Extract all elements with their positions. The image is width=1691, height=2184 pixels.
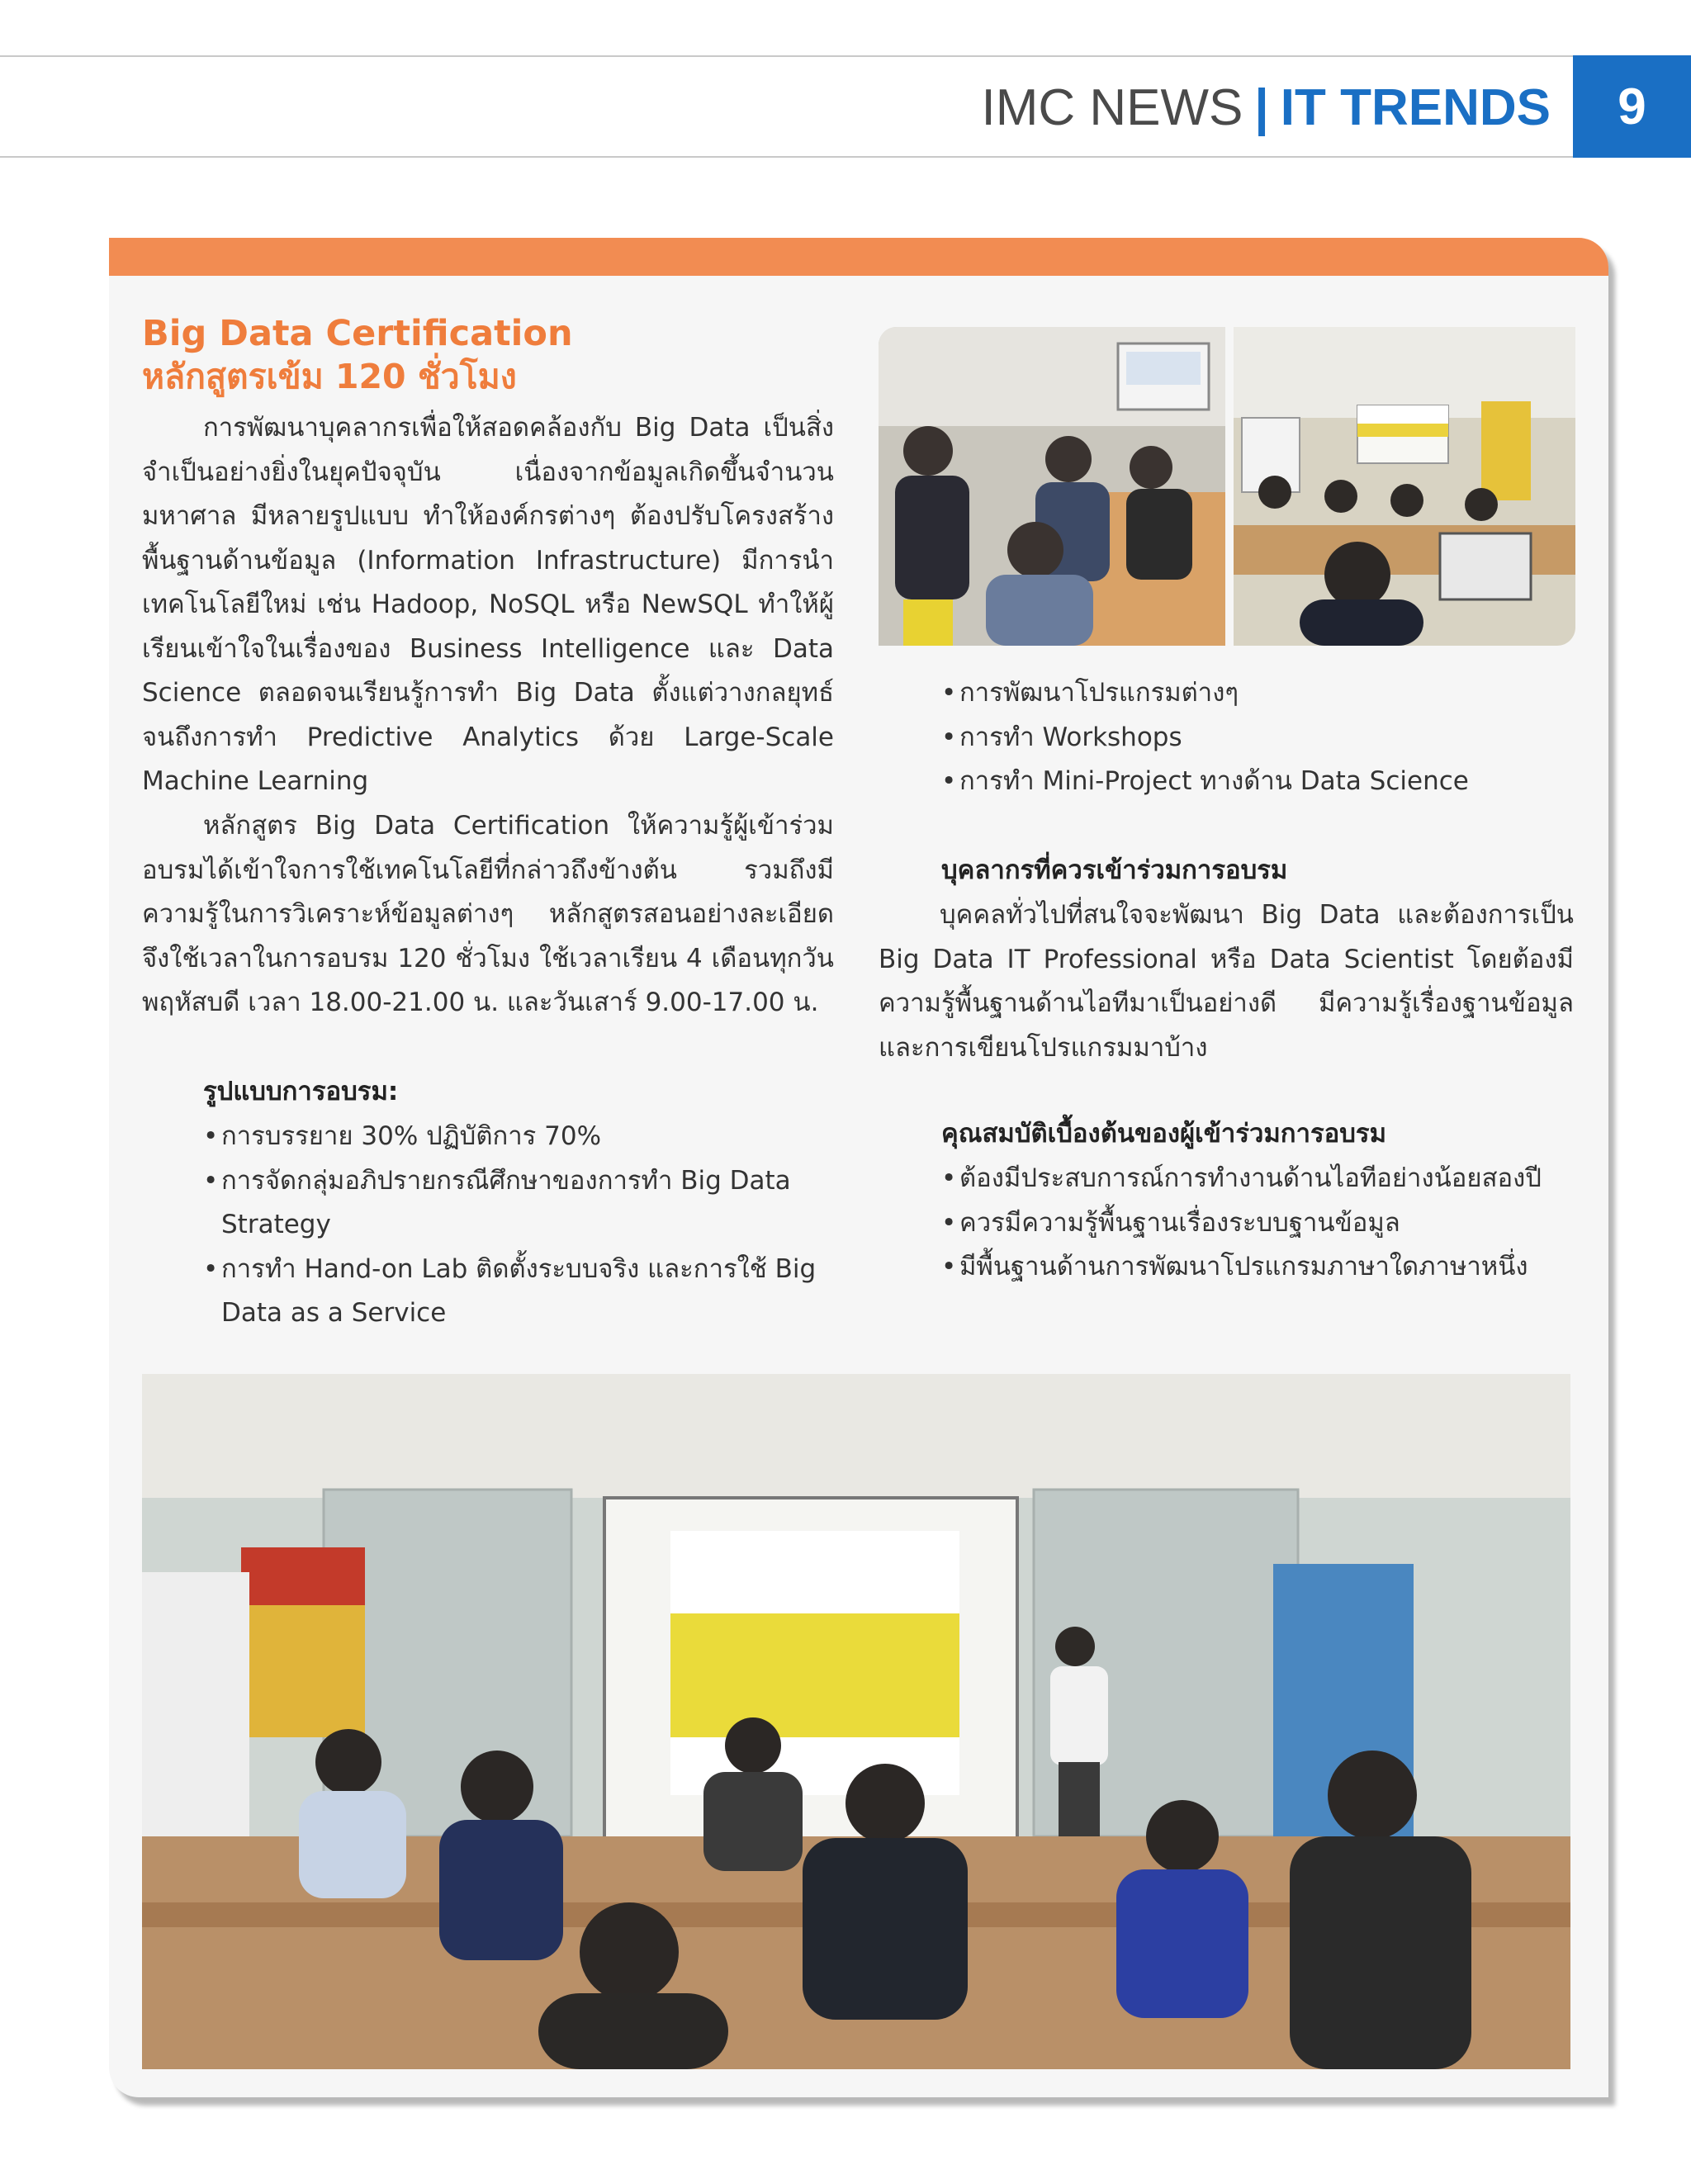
list-item: • การบรรยาย 30% ปฏิบัติการ 70% [203,1115,847,1159]
qualifications-heading: คุณสมบัติเบื้องต้นของผู้เข้าร่วมการอบรม [941,1119,1387,1149]
format-list-continued [941,671,1585,804]
format-list [203,1115,847,1336]
course-info-text: หลักสูตร Big Data Certification ให้ความรู้ผู้เข้าร่วมอบรมได้เข้าใจการใช้เทคโนโลยีที่กล่าวถึงข้างต้น รวมถึงมีความรู้ในการวิเคราะห์ข้อมูลต่างๆ หลักสูตรสอนอย่างละเอียด จึงใช้เวลาในการอบรม 120 ชั่วโมง ใช้เวลาเรียน 4 เดือนทุกวันพฤหัสบดี เวลา 18.00-21.00 น. และวันเสาร์ 9.00-17.00 น. [142,811,834,1017]
header-separator: | [1254,78,1269,136]
list-item: • การพัฒนาโปรแกรมต่างๆ [941,671,1585,716]
article-title-line1: Big Data Certification [142,313,573,354]
audience-text: บุคคลทั่วไปที่สนใจจะพัฒนา Big Data และต้องการเป็น Big Data IT Professional หรือ Data Scientist โดยต้องมีความรู้พื้นฐานด้านไอทีมาเป็นอย่างดี มีความรู้เรื่องฐานข้อมูล และการเขียนโปรแกรมมาบ้าง [879,900,1574,1063]
intro-text: การพัฒนาบุคลากรเพื่อให้สอดคล้องกับ Big Data เป็นสิ่งจำเป็นอย่างยิ่งในยุคปัจจุบัน เนื่องจากข้อมูลเกิดขึ้นจำนวนมหาศาล มีหลายรูปแบบ ทำให้องค์กรต่างๆ ต้องปรับโครงสร้างพื้นฐานด้านข้อมูล (Information Infrastructure) มีการนำเทคโนโลยีใหม่ เช่น Hadoop, NoSQL หรือ NewSQL ทำให้ผู้เรียนเข้าใจในเรื่องของ Business Intelligence และ Data Science ตลอดจนเรียนรู้การทำ Big Data ตั้งแต่วางกลยุทธ์ จนถึงการทำ Predictive Analytics ด้วย Large-Scale Machine Learning [142,413,834,796]
list-item: • การทำ Workshops [941,716,1585,760]
format-heading: รูปแบบการอบรม: [203,1077,399,1106]
article-title [142,312,885,398]
list-item: • ต้องมีประสบการณ์การทำงานด้านไอทีอย่างน้อยสองปี [941,1157,1585,1201]
list-item: • ควรมีความรู้พื้นฐานเรื่องระบบฐานข้อมูล [941,1201,1585,1246]
audience-paragraph [879,893,1574,1070]
running-header [982,73,1551,142]
list-item: • มีพื้นฐานด้านการพัฒนาโปรแกรมภาษาใดภาษาหนึ่ง [941,1245,1585,1290]
card-accent-bar [109,238,1608,276]
header-top-rule [0,55,1691,57]
header-bottom-rule [0,156,1573,158]
list-item: • การทำ Mini-Project ทางด้าน Data Science [941,760,1585,804]
list-item: • การจัดกลุ่มอภิปรายกรณีศึกษาของการทำ Big Data Strategy [203,1159,847,1248]
page-number-box [1573,55,1691,158]
classroom-photo-image [1234,327,1575,646]
lecture-photo-image [142,1374,1570,2069]
header-section: IMC NEWS [981,78,1243,136]
intro-paragraph [142,406,834,804]
audience-heading: บุคลากรที่ควรเข้าร่วมการอบรม [941,855,1288,885]
workshop-photo-group-image [879,327,1225,646]
lecture-photo [142,1374,1570,2069]
article-title-line2: หลักสูตรเข้ม 120 ชั่วโมง [142,357,517,396]
classroom-photo [1234,327,1575,646]
qualifications-list [941,1157,1585,1290]
page-number: 9 [1618,78,1646,135]
list-item: • การทำ Hand-on Lab ติดตั้งระบบจริง และการใช้ Big Data as a Service [203,1248,847,1336]
course-info-paragraph [142,804,834,1026]
header-category: IT TRENDS [1280,78,1551,136]
workshop-photo-group [879,327,1225,646]
